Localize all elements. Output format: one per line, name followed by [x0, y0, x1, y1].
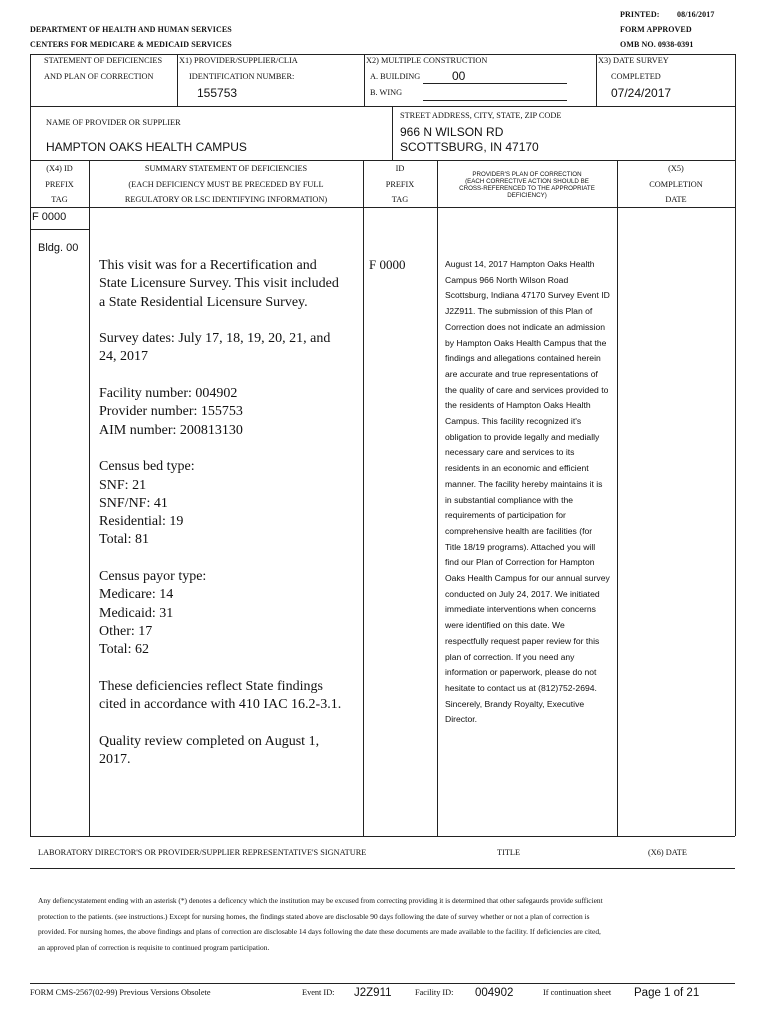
x4-header-l1: (X4) ID: [46, 164, 73, 173]
building-tag: Bldg. 00: [38, 242, 79, 254]
address-line2: SCOTTSBURG, IN 47170: [400, 140, 539, 154]
building-value: 00: [452, 69, 466, 83]
wing-underline: [423, 100, 567, 101]
facility-id-label: Facility ID:: [415, 988, 454, 997]
rule-right: [735, 54, 736, 836]
plan-header: [437, 171, 617, 199]
rule-left-tag: [30, 229, 89, 230]
plan-header-l3: CROSS-REFERENCED TO THE APPROPRIATE: [459, 185, 595, 192]
plan-header-l1: PROVIDER'S PLAN OF CORRECTION: [472, 171, 582, 178]
building-underline: [423, 83, 567, 84]
wing-label: B. WING: [370, 88, 403, 97]
rule-x3-left: [596, 54, 597, 106]
x3-line2: COMPLETED: [611, 72, 661, 81]
summary-statement: [99, 257, 347, 788]
building-label: A. BUILDING: [370, 72, 421, 81]
rule-signature-bottom: [30, 868, 735, 869]
summary-header-l2: (EACH DEFICIENCY MUST BE PRECEDED BY FULL: [128, 180, 324, 189]
x4-header-l2: PREFIX: [45, 180, 74, 189]
id-header-l2: PREFIX: [385, 180, 415, 189]
left-tag: F 0000: [32, 211, 67, 223]
printed-date: 08/16/2017: [677, 10, 715, 19]
summary-header-l3: REGULATORY OR LSC IDENTIFYING INFORMATION): [124, 195, 328, 204]
x4-header-l3: TAG: [51, 195, 68, 204]
summary-paragraph: These deficiencies reflect State findings cited in accordance with 410 IAC 16.2-3.1.: [99, 678, 342, 713]
x3-line1: X3) DATE SURVEY: [598, 56, 669, 65]
printed-label: PRINTED:: [620, 10, 660, 19]
event-id-label: Event ID:: [302, 988, 335, 997]
provider-name: HAMPTON OAKS HEALTH CAMPUS: [46, 140, 247, 154]
rule-columns-bottom: [30, 207, 735, 208]
statement-line1: STATEMENT OF DEFICIENCIES: [44, 56, 163, 65]
footnote: Any defiencystatement ending with an asterisk (*) denotes a deficency which the institution may be excused from correcting providing it is determined that other safegaurds provide sufficient protection to the patients. (see instructions.) Except for nursing homes, the findings stated above are disclosable 90 days following the date of survey whether or not a plan of correction is provided. For nursing homes, the above findings and plans of correction are disclosable 14 days following the date these documents are made available to the facility. If deficiencies are cited, an approved plan of correction is requisite to continued program participation.: [38, 896, 603, 952]
rule-content-bottom: [30, 836, 735, 837]
rule-top: [30, 54, 735, 55]
address-label: STREET ADDRESS, CITY, STATE, ZIP CODE: [400, 111, 562, 120]
signature-label: LABORATORY DIRECTOR'S OR PROVIDER/SUPPLIER REPRESENTATIVE'S SIGNATURE: [38, 848, 367, 857]
address-line1: 966 N WILSON RD: [400, 125, 504, 139]
form-approved: FORM APPROVED: [620, 25, 692, 34]
department-name: DEPARTMENT OF HEALTH AND HUMAN SERVICES: [30, 25, 232, 34]
summary-paragraph: Census payor type: Medicare: 14 Medicaid: 31 Other: 17 Total: 62: [99, 569, 207, 658]
x1-line2: IDENTIFICATION NUMBER:: [189, 72, 295, 81]
x1-line1: X1) PROVIDER/SUPPLIER/CLIA: [179, 56, 298, 65]
survey-completed-date: 07/24/2017: [611, 86, 672, 100]
rule-col-summary: [363, 160, 364, 836]
rule-x1-left: [177, 54, 178, 106]
event-id-value: J2Z911: [354, 987, 392, 999]
x2-title: X2) MULTIPLE CONSTRUCTION: [366, 56, 488, 65]
plan-of-correction-text: August 14, 2017 Hampton Oaks Health Campus 966 North Wilson Road Scottsburg, Indiana 47170 Survey Event ID J2Z911. The submission of this Plan of Correction does not indicate an admission by Hampton Oaks Health Campus that the findings and allegations contained herein are accurate and true representations of the quality of care and services provided to the residents of Hampton Oaks Health Campus. This facility recognized it's obligation to provide legally and medially necessary care and services to its residents in an economic and efficient manner. The facility hereby maintains it is in substantial compliance with the requirements of participation for comprehensive health are facilities (for Title 18/19 programs). Attached you will find our Plan of Correction for Hampton Oaks Health Campus for our annual survey conducted on July 24, 2017. We initiated immediate interventions when concerns were identified on this date. We respectfully request paper review for this plan of correction. If you need any information or paperwork, please do not hesitate to contact us at (812)752-2694. Sincerely, Brandy Royalty, Executive Director.: [445, 259, 610, 725]
rule-col-id: [437, 160, 438, 836]
summary-paragraph: Quality review completed on August 1, 2017.: [99, 733, 320, 768]
x5-header-l2: COMPLETION: [649, 180, 703, 189]
id-header-l1: ID: [395, 164, 405, 173]
plan-header-l4: DEFICIENCY): [507, 192, 547, 199]
rule-row1-bottom: [30, 106, 735, 107]
form-number: FORM CMS-2567(02-99) Previous Versions Obsolete: [30, 988, 211, 997]
page-number: Page 1 of 21: [634, 987, 700, 999]
summary-paragraph: This visit was for a Recertification and State Licensure Survey. This visit included a State Residential Licensure Survey.: [99, 258, 339, 310]
rule-address-left: [392, 106, 393, 160]
summary-paragraph: Census bed type: SNF: 21 SNF/NF: 41 Residential: 19 Total: 81: [99, 459, 195, 548]
rule-footer: [30, 983, 735, 984]
continuation-label: If continuation sheet: [543, 988, 612, 997]
title-label: TITLE: [497, 848, 521, 857]
statement-line2: AND PLAN OF CORRECTION: [44, 72, 154, 81]
rule-x2-left: [364, 54, 365, 106]
provider-name-label: NAME OF PROVIDER OR SUPPLIER: [46, 118, 181, 127]
omb-number: OMB NO. 0938-0391: [620, 40, 694, 49]
plan-header-l2: (EACH CORRECTIVE ACTION SHOULD BE: [465, 178, 589, 185]
rule-col-plan: [617, 160, 618, 836]
facility-id-value: 004902: [475, 987, 514, 999]
summary-header-l1: SUMMARY STATEMENT OF DEFICIENCIES: [144, 164, 308, 173]
rule-provider-bottom: [30, 160, 735, 161]
mid-tag: F 0000: [369, 257, 406, 272]
signature-date-label: (X6) DATE: [648, 848, 687, 857]
id-header-l3: TAG: [391, 195, 409, 204]
summary-paragraph: Survey dates: July 17, 18, 19, 20, 21, and 24, 2017: [99, 331, 331, 365]
summary-paragraph: Facility number: 004902 Provider number: 155753 AIM number: 200813130: [99, 386, 243, 438]
centers-name: CENTERS FOR MEDICARE & MEDICAID SERVICES: [30, 40, 232, 49]
provider-number: 155753: [197, 86, 238, 100]
x5-header-l1: (X5): [668, 164, 684, 173]
rule-col-x4: [89, 160, 90, 836]
x5-header-l3: DATE: [665, 195, 687, 204]
